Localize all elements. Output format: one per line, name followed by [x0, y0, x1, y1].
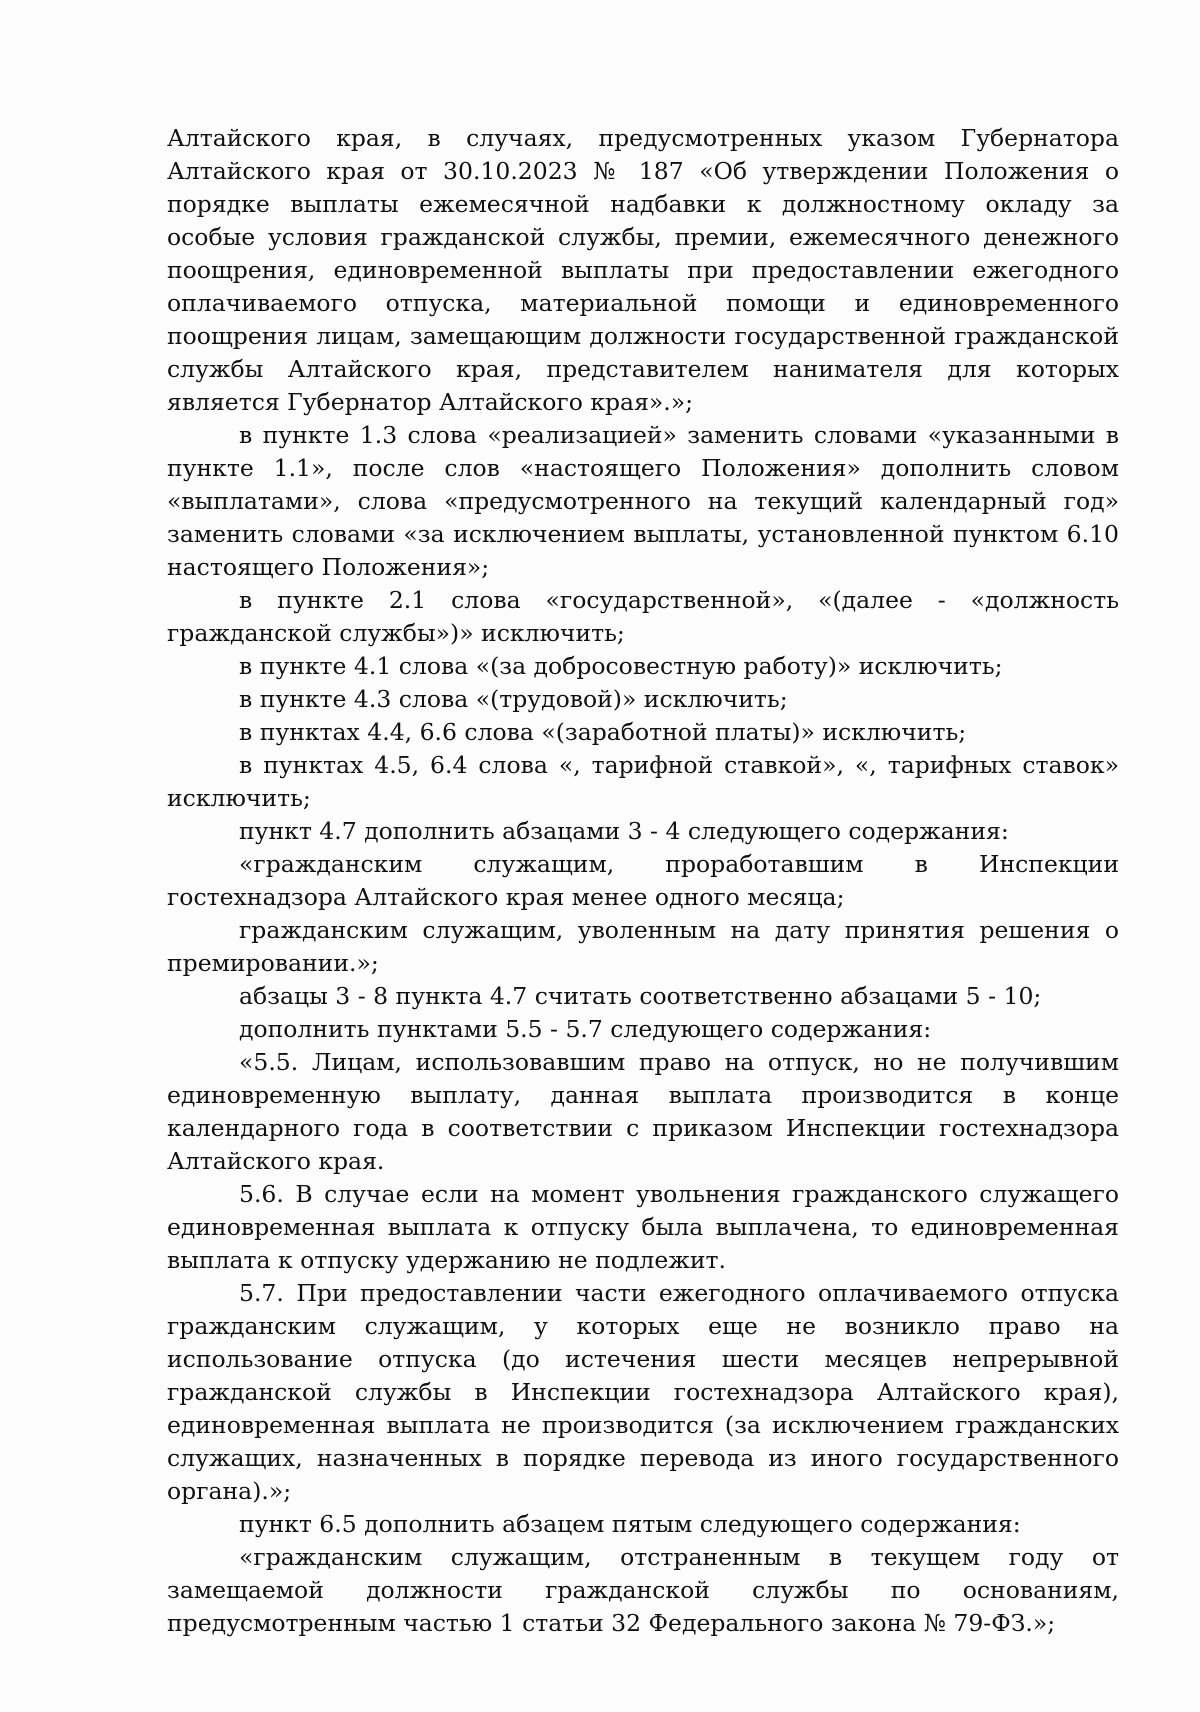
paragraph-8: пункт 4.7 дополнить абзацами 3 - 4 следующего содержания: [239, 817, 1009, 845]
paragraph-5: в пункте 4.3 слова «(трудовой)» исключить; [239, 685, 788, 713]
paragraph-1: Алтайского края, в случаях, предусмотренных указом Губернатора Алтайского края от 30.10.2023 № 187 «Об утверждении Положения о порядке выплаты ежемесячной надбавки к должностному окладу за особые условия гражданской службы, премии, ежемесячного денежного поощрения, единовременной выплаты при предоставлении ежегодного оплачиваемого отпуска, материальной помощи и единовременного поощрения лицам, замещающим должности государственной гражданской службы Алтайского края, представителем нанимателя для которых является Губернатор Алтайского края».»; [167, 124, 1119, 416]
paragraph-17: «гражданским служащим, отстраненным в текущем году от замещаемой должности гражданской службы по основаниям, предусмотренным частью 1 статьи 32 Федерального закона № 79-ФЗ.»; [167, 1543, 1119, 1637]
paragraph-2: в пункте 1.3 слова «реализацией» заменить словами «указанными в пункте 1.1», после слов «настоящего Положения» дополнить словом «выплатами», слова «предусмотренного на текущий календарный год» заменить словами «за исключением выплаты, установленной пунктом 6.10 настоящего Положения»; [167, 421, 1119, 581]
paragraph-10: гражданским служащим, уволенным на дату принятия решения о премировании.»; [167, 916, 1119, 977]
paragraph-11: абзацы 3 - 8 пункта 4.7 считать соответственно абзацами 5 - 10; [239, 982, 1042, 1010]
paragraph-6: в пунктах 4.4, 6.6 слова «(заработной платы)» исключить; [239, 718, 967, 746]
paragraph-12: дополнить пунктами 5.5 - 5.7 следующего содержания: [239, 1015, 932, 1043]
paragraph-16: пункт 6.5 дополнить абзацем пятым следующего содержания: [239, 1510, 1021, 1538]
paragraph-7: в пунктах 4.5, 6.4 слова «, тарифной ставкой», «, тарифных ставок» исключить; [167, 751, 1119, 812]
paragraph-4: в пункте 4.1 слова «(за добросовестную работу)» исключить; [239, 652, 1003, 680]
paragraph-3: в пункте 2.1 слова «государственной», «(далее - «должность гражданской службы»)» исключить; [167, 586, 1119, 647]
paragraph-15: 5.7. При предоставлении части ежегодного оплачиваемого отпуска гражданским служащим, у которых еще не возникло право на использование отпуска (до истечения шести месяцев непрерывной гражданской службы в Инспекции гостехнадзора Алтайского края), единовременная выплата не производится (за исключением гражданских служащих, назначенных в порядке перевода из иного государственного органа).»; [167, 1279, 1119, 1505]
document-body [167, 122, 1119, 1640]
paragraph-14: 5.6. В случае если на момент увольнения гражданского служащего единовременная выплата к отпуску была выплачена, то единовременная выплата к отпуску удержанию не подлежит. [167, 1180, 1119, 1274]
paragraph-9: «гражданским служащим, проработавшим в Инспекции гостехнадзора Алтайского края менее одного месяца; [167, 850, 1119, 911]
paragraph-13: «5.5. Лицам, использовавшим право на отпуск, но не получившим единовременную выплату, данная выплата производится в конце календарного года в соответствии с приказом Инспекции гостехнадзора Алтайского края. [167, 1048, 1119, 1175]
